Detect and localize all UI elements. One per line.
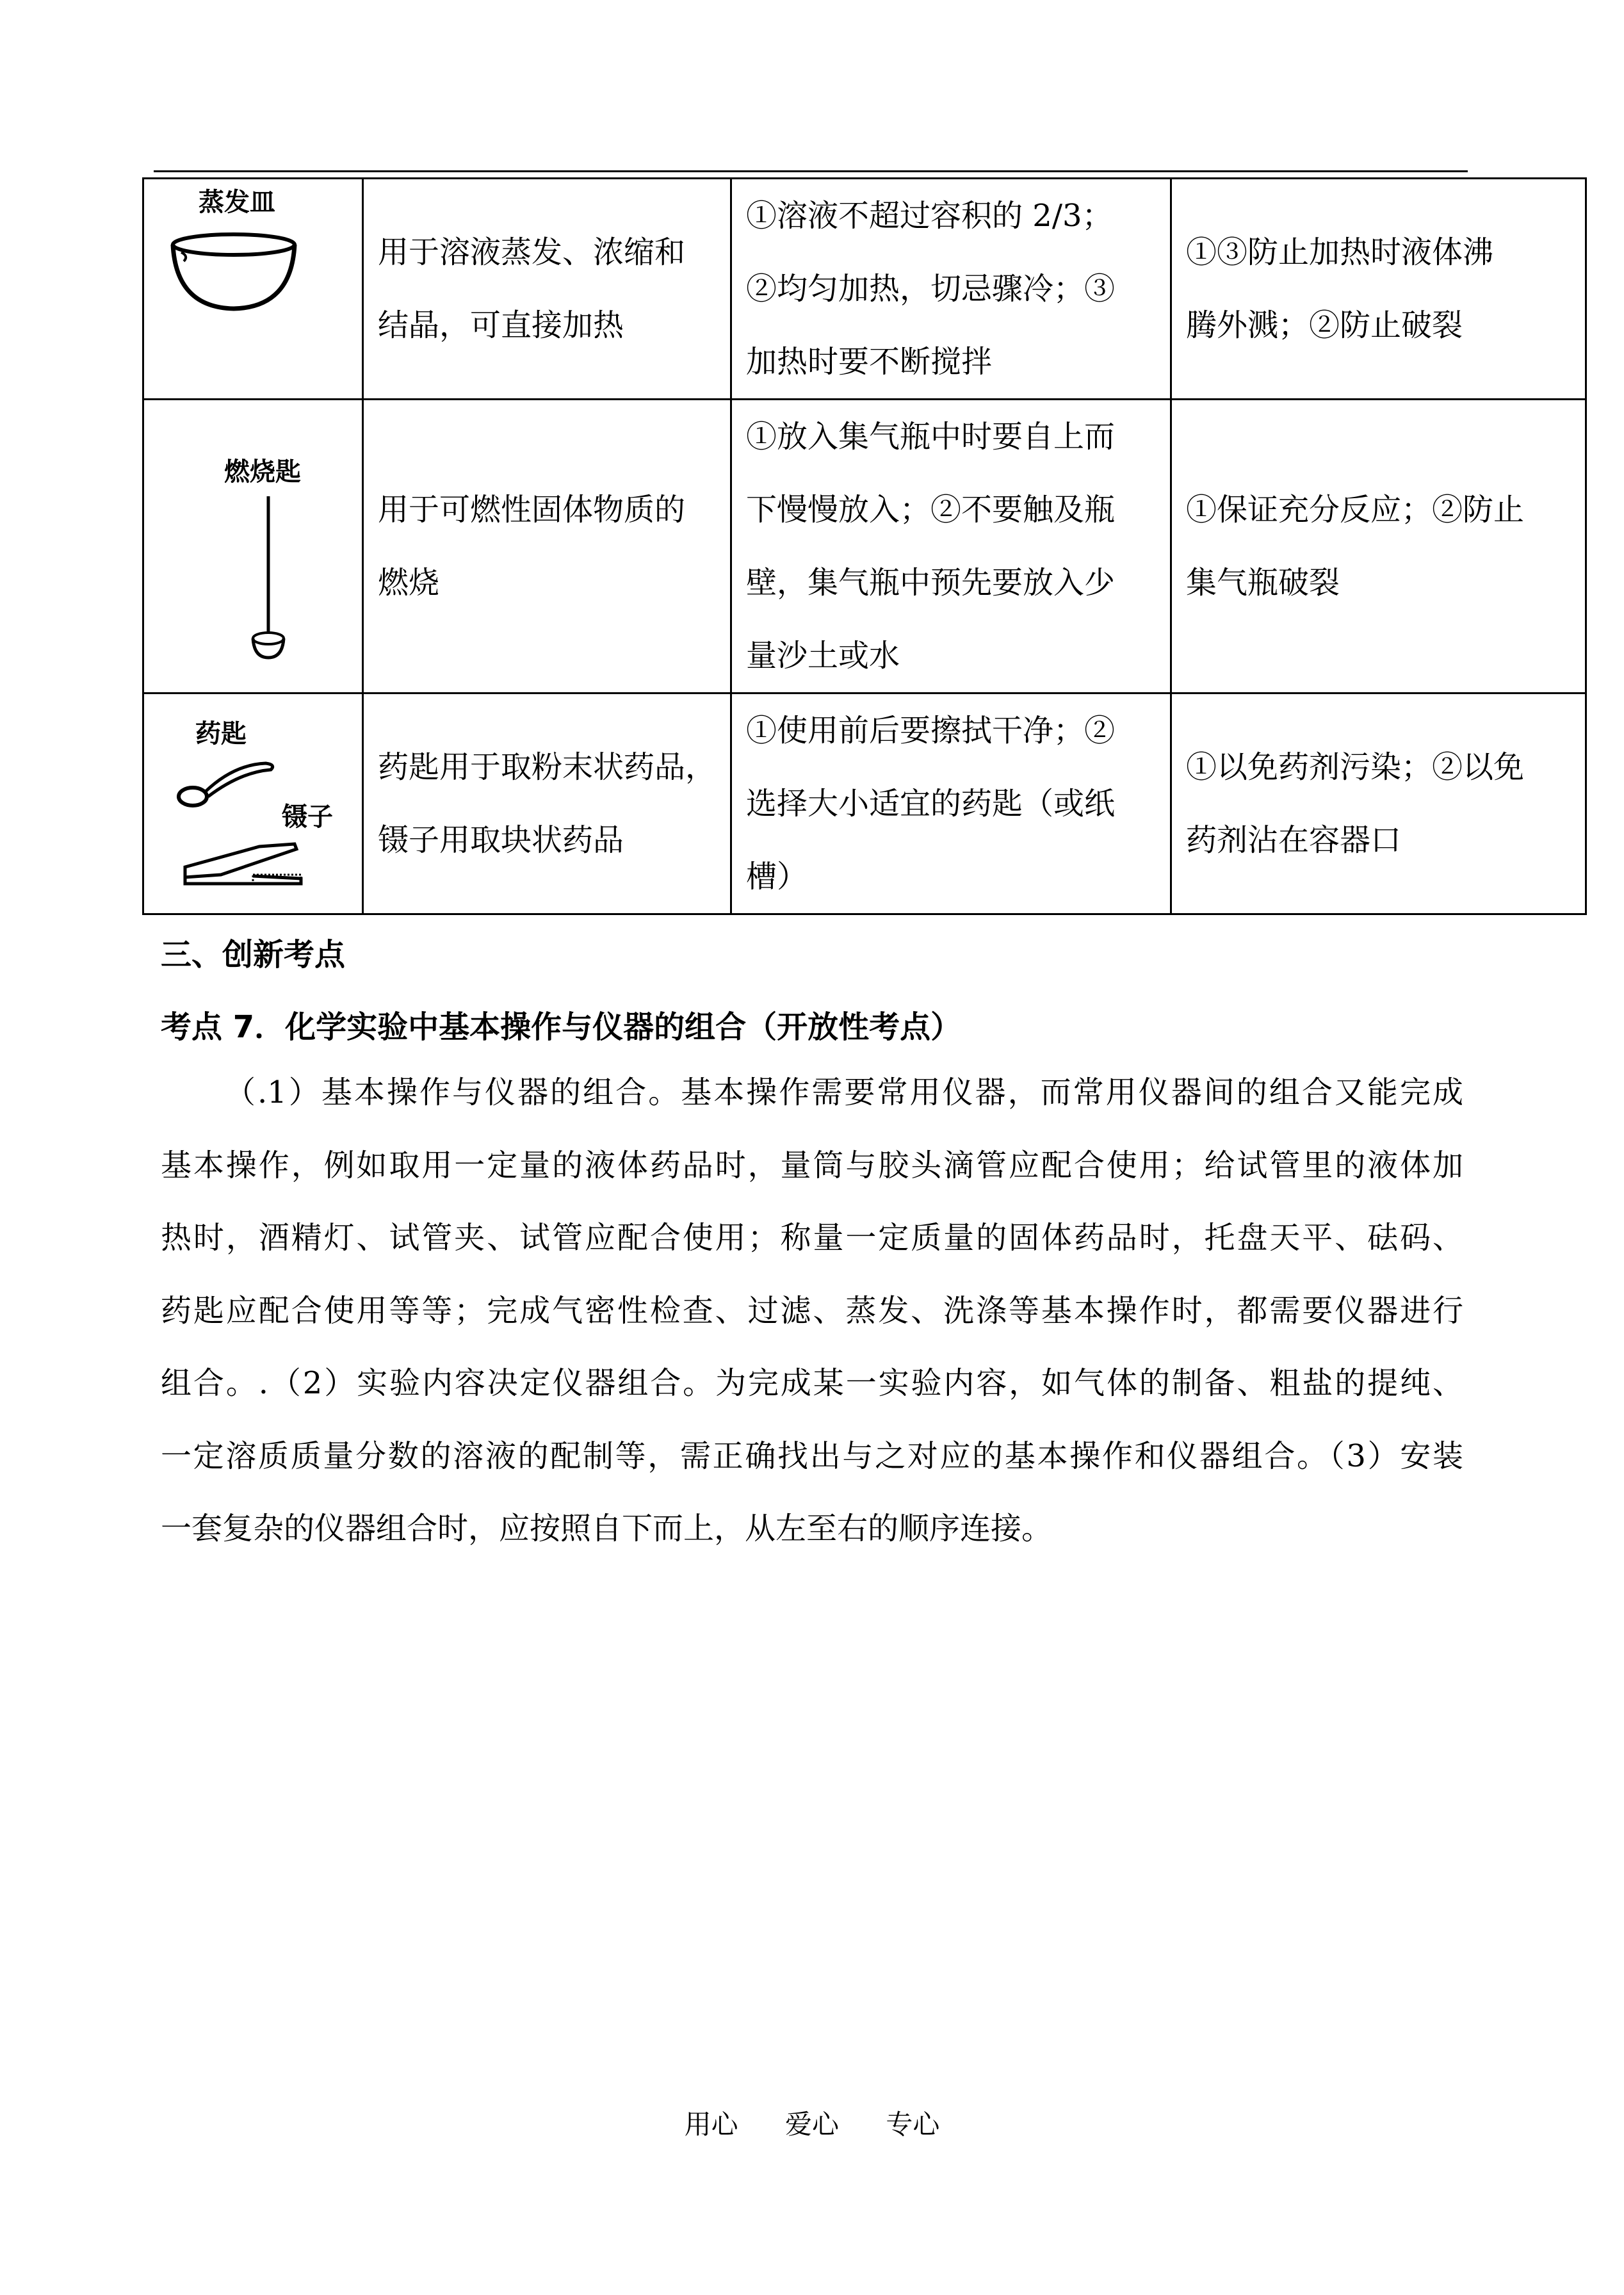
evaporating-dish-cell xyxy=(143,179,363,400)
instrument-label: 药匙 xyxy=(195,719,247,749)
paragraph-line: 热时，酒精灯、试管夹、试管应配合使用；称量一定质量的固体药品时，托盘天平、砝码、 xyxy=(161,1220,1463,1256)
notes-line: ②均匀加热，切忌骤冷；③ xyxy=(746,271,1116,307)
reasons-cell xyxy=(1171,179,1586,400)
reasons-line: ①③防止加热时液体沸 xyxy=(1186,234,1494,270)
usage-line: 燃烧 xyxy=(378,565,440,601)
footer-text: 爱心 xyxy=(784,2109,839,2140)
usage-cell xyxy=(363,179,731,400)
notes-line: ①放入集气瓶中时要自上而 xyxy=(746,419,1116,455)
notes-line: 壁，集气瓶中预先要放入少 xyxy=(746,565,1116,601)
notes-cell xyxy=(731,179,1171,400)
reasons-cell xyxy=(1171,693,1586,914)
body-paragraph xyxy=(161,1057,1463,1566)
notes-line: 下慢慢放入；②不要触及瓶 xyxy=(746,492,1116,528)
page-footer xyxy=(0,2104,1624,2142)
instrument-label: 镊子 xyxy=(282,802,333,832)
reasons-line: 腾外溅；②防止破裂 xyxy=(1186,307,1463,343)
instrument-label: 蒸发皿 xyxy=(199,188,275,217)
notes-line: 加热时要不断搅拌 xyxy=(746,344,993,380)
notes-line: 槽） xyxy=(746,859,808,895)
reasons-line: 药剂沾在容器口 xyxy=(1186,822,1402,858)
notes-line: 量沙土或水 xyxy=(746,638,900,674)
reasons-cell xyxy=(1171,400,1586,693)
paragraph-line: 基本操作，例如取用一定量的液体药品时，量筒与胶头滴管应配合使用；给试管里的液体加 xyxy=(161,1147,1463,1183)
usage-line: 用于可燃性固体物质的 xyxy=(378,492,686,528)
section-heading: 三、创新考点 xyxy=(161,937,346,973)
instrument-label: 燃烧匙 xyxy=(224,457,301,487)
footer-text: 用心 xyxy=(684,2109,738,2140)
paragraph-line: 一定溶质质量分数的溶液的配制等，需正确找出与之对应的基本操作和仪器组合。（3）安装 xyxy=(161,1438,1463,1474)
footer-text: 专心 xyxy=(886,2109,940,2140)
topic-heading: 考点 7．化学实验中基本操作与仪器的组合（开放性考点） xyxy=(161,1009,962,1045)
paragraph-line: 组合。.（2）实验内容决定仪器组合。为完成某一实验内容，如气体的制备、粗盐的提纯、 xyxy=(161,1365,1463,1401)
notes-line: ①使用前后要擦拭干净；② xyxy=(746,713,1116,749)
usage-line: 药匙用于取粉末状药品， xyxy=(378,749,717,785)
instrument-table xyxy=(142,177,1587,915)
spoon-tweezers-cell xyxy=(143,693,363,914)
usage-cell xyxy=(363,693,731,914)
notes-line: ①溶液不超过容积的 2/3； xyxy=(746,198,1113,234)
reasons-line: ①保证充分反应；②防止 xyxy=(1186,492,1525,528)
paragraph-line: 一套复杂的仪器组合时，应按照自下而上，从左至右的顺序连接。 xyxy=(161,1511,1053,1546)
paragraph-line: 药匙应配合使用等等；完成气密性检查、过滤、蒸发、洗涤等基本操作时，都需要仪器进行 xyxy=(161,1292,1463,1329)
usage-line: 用于溶液蒸发、浓缩和 xyxy=(378,234,686,270)
usage-cell xyxy=(363,400,731,693)
notes-line: 选择大小适宜的药匙（或纸 xyxy=(746,786,1116,822)
table-row xyxy=(143,179,1586,400)
header-rule xyxy=(154,170,1468,172)
tweezers-icon xyxy=(183,841,311,886)
combustion-spoon-icon xyxy=(247,496,291,663)
table-row xyxy=(143,400,1586,693)
notes-cell xyxy=(731,693,1171,914)
usage-line: 结晶，可直接加热 xyxy=(378,307,624,343)
reasons-line: ①以免药剂污染；②以免 xyxy=(1186,749,1525,785)
combustion-spoon-cell xyxy=(143,400,363,693)
usage-line: 镊子用取块状药品 xyxy=(378,822,624,858)
evaporating-dish-icon xyxy=(170,231,298,314)
reasons-line: 集气瓶破裂 xyxy=(1186,565,1340,601)
notes-cell xyxy=(731,400,1171,693)
medicine-spoon-icon xyxy=(176,758,279,809)
paragraph-line: （.1）基本操作与仪器的组合。基本操作需要常用仪器，而常用仪器间的组合又能完成 xyxy=(225,1075,1463,1110)
table-row xyxy=(143,693,1586,914)
